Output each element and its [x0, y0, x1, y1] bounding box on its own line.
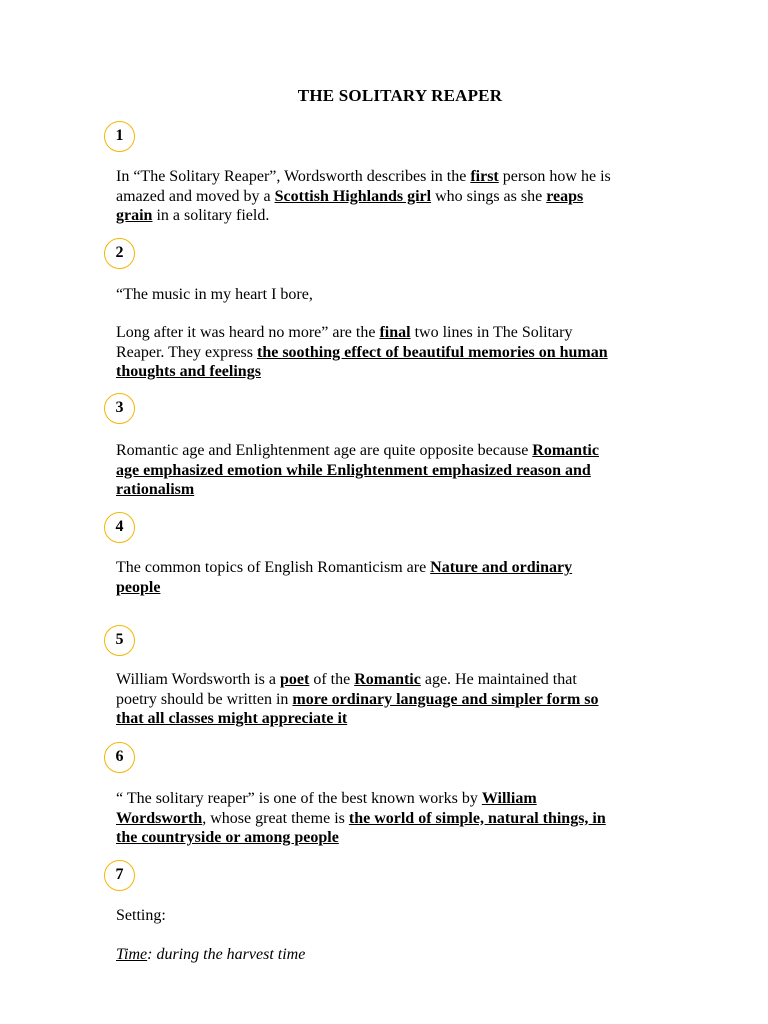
text-line: Wordsworth, whose great theme is the world of simple, natural things, in	[116, 809, 606, 827]
document-title: THE SOLITARY REAPER	[297, 86, 503, 105]
item-2-quote: “The music in my heart I bore,	[116, 286, 313, 303]
text-line: Romantic age and Enlightenment age are quite opposite because Romantic	[116, 442, 599, 459]
item-number-badge: 4	[104, 512, 135, 543]
time-value: : during the harvest time	[147, 946, 306, 963]
item-3-text	[116, 441, 686, 500]
item-number-badge: 3	[104, 393, 135, 424]
item-2-text	[116, 323, 686, 382]
item-4-text	[116, 558, 686, 597]
text-line: Long after it was heard no more” are the final two lines in The Solitary	[116, 324, 573, 341]
item-1-text	[116, 167, 686, 226]
item-number-badge: 5	[104, 625, 135, 656]
time-line	[116, 945, 686, 965]
text-line: Reaper. They express the soothing effect of beautiful memories on human	[116, 343, 608, 361]
item-number-badge: 2	[104, 238, 135, 269]
text-line: poetry should be written in more ordinary language and simpler form so	[116, 690, 599, 708]
setting-label: Setting:	[116, 907, 166, 924]
text-line: William Wordsworth is a poet of the Romantic age. He maintained that	[116, 671, 577, 688]
text-line: In “The Solitary Reaper”, Wordsworth describes in the first person how he is	[116, 168, 611, 185]
text-line: “ The solitary reaper” is one of the best known works by William	[116, 790, 537, 807]
text-line: grain in a solitary field.	[116, 207, 270, 225]
text-line: people	[116, 578, 161, 596]
text-line: The common topics of English Romanticism are Nature and ordinary	[116, 559, 573, 576]
text-line: amazed and moved by a Scottish Highlands girl who sings as she reaps	[116, 187, 584, 205]
text-line: that all classes might appreciate it	[116, 710, 348, 728]
text-line: thoughts and feelings	[116, 363, 261, 381]
item-5-text	[116, 670, 686, 729]
text-line: age emphasized emotion while Enlightenment emphasized reason and	[116, 461, 591, 479]
time-label: Time	[116, 946, 148, 963]
text-line: rationalism	[116, 481, 195, 499]
item-number-badge: 6	[104, 742, 135, 773]
item-number-badge: 1	[104, 121, 135, 152]
item-number-badge: 7	[104, 860, 135, 891]
item-6-text	[116, 789, 686, 848]
text-line: the countryside or among people	[116, 829, 339, 847]
